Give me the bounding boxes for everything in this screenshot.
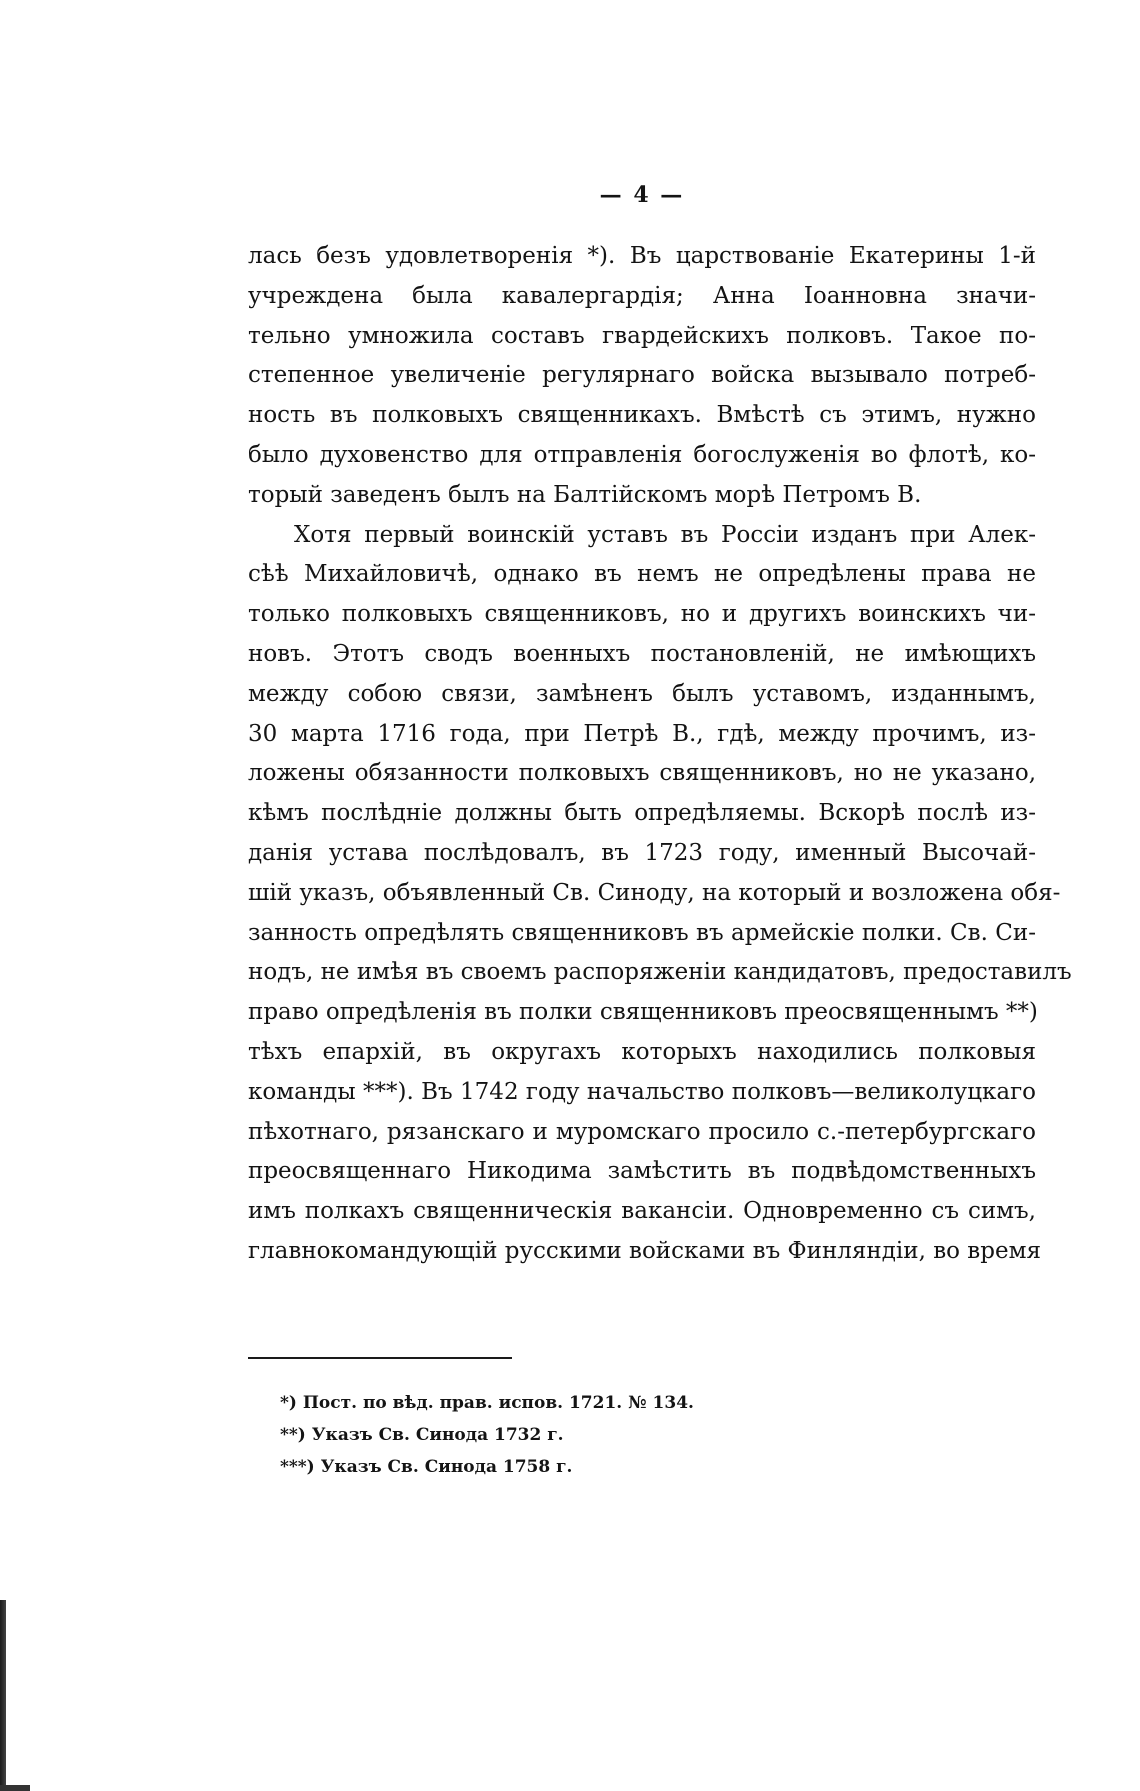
text-line: шій указъ, объявленный Св. Синоду, на который и возложена обя- xyxy=(248,879,1061,906)
footnote-3: ***) Указъ Св. Синода 1758 г. xyxy=(280,1457,573,1477)
text-line: между собою связи, замѣненъ былъ уставомъ, изданнымъ, xyxy=(248,680,1036,707)
text-line: новъ. Этотъ сводъ военныхъ постановленій, не имѣющихъ xyxy=(248,640,1036,667)
page-number: — 4 — xyxy=(599,182,685,208)
text-line: сѣѣ Михайловичѣ, однако въ немъ не опредѣлены права не xyxy=(248,561,1036,588)
text-line: торый заведенъ былъ на Балтійскомъ морѣ Петромъ В. xyxy=(248,481,922,508)
text-line: только полковыхъ священниковъ, но и другихъ воинскихъ чи- xyxy=(248,601,1036,628)
footnote-divider xyxy=(248,1357,512,1359)
text-line: пѣхотнаго, рязанскаго и муромскаго просило с.-петербургскаго xyxy=(248,1118,1036,1145)
text-line: кѣмъ послѣдніе должны быть опредѣляемы. Вскорѣ послѣ из- xyxy=(248,800,1036,827)
text-line: степенное увеличеніе регулярнаго войска вызывало потреб- xyxy=(248,362,1036,389)
text-line: Хотя первый воинскій уставъ въ Россіи изданъ при Алек- xyxy=(294,521,1036,548)
text-line: занность опредѣлять священниковъ въ армейскіе полки. Св. Си- xyxy=(248,919,1036,946)
paragraph-1 xyxy=(248,237,1036,516)
text-line: команды ***). Въ 1742 году начальство полковъ—великолуцкаго xyxy=(248,1078,1036,1105)
scan-edge-shadow xyxy=(0,1600,6,1791)
text-line: ность въ полковыхъ священникахъ. Вмѣстѣ съ этимъ, нужно xyxy=(248,402,1036,429)
paragraph-2 xyxy=(248,516,1072,1272)
text-line: тѣхъ епархій, въ округахъ которыхъ находились полковыя xyxy=(248,1038,1036,1065)
text-line: учреждена была кавалергардія; Анна Іоанновна значи- xyxy=(248,282,1036,309)
text-line: право опредѣленія въ полки священниковъ преосвященнымъ **) xyxy=(248,999,1038,1026)
body-text xyxy=(248,237,1072,1272)
text-line: было духовенство для отправленія богослуженія во флотѣ, ко- xyxy=(248,441,1036,468)
text-line: данія устава послѣдовалъ, въ 1723 году, именный Высочай- xyxy=(248,839,1036,866)
text-line: преосвященнаго Никодима замѣстить въ подвѣдомственныхъ xyxy=(248,1158,1036,1185)
text-line: ложены обязанности полковыхъ священниковъ, но не указано, xyxy=(248,760,1036,787)
text-line: 30 марта 1716 года, при Петрѣ В., гдѣ, между прочимъ, из- xyxy=(248,720,1036,747)
text-line: тельно умножила составъ гвардейскихъ полковъ. Такое по- xyxy=(248,322,1036,349)
text-line: главнокомандующій русскими войсками въ Финляндіи, во время xyxy=(248,1237,1041,1264)
footnote-1: *) Пост. по вѣд. прав. испов. 1721. № 134. xyxy=(280,1393,694,1413)
footnote-2: **) Указъ Св. Синода 1732 г. xyxy=(280,1425,564,1445)
scan-edge-corner xyxy=(0,1785,30,1791)
text-line: имъ полкахъ священническія вакансіи. Одновременно съ симъ, xyxy=(248,1198,1036,1225)
footnotes xyxy=(280,1387,980,1483)
text-line: нодъ, не имѣя въ своемъ распоряженіи кандидатовъ, предоставилъ xyxy=(248,959,1072,986)
text-line: лась безъ удовлетворенія *). Въ царствованіе Екатерины 1-й xyxy=(248,243,1036,269)
